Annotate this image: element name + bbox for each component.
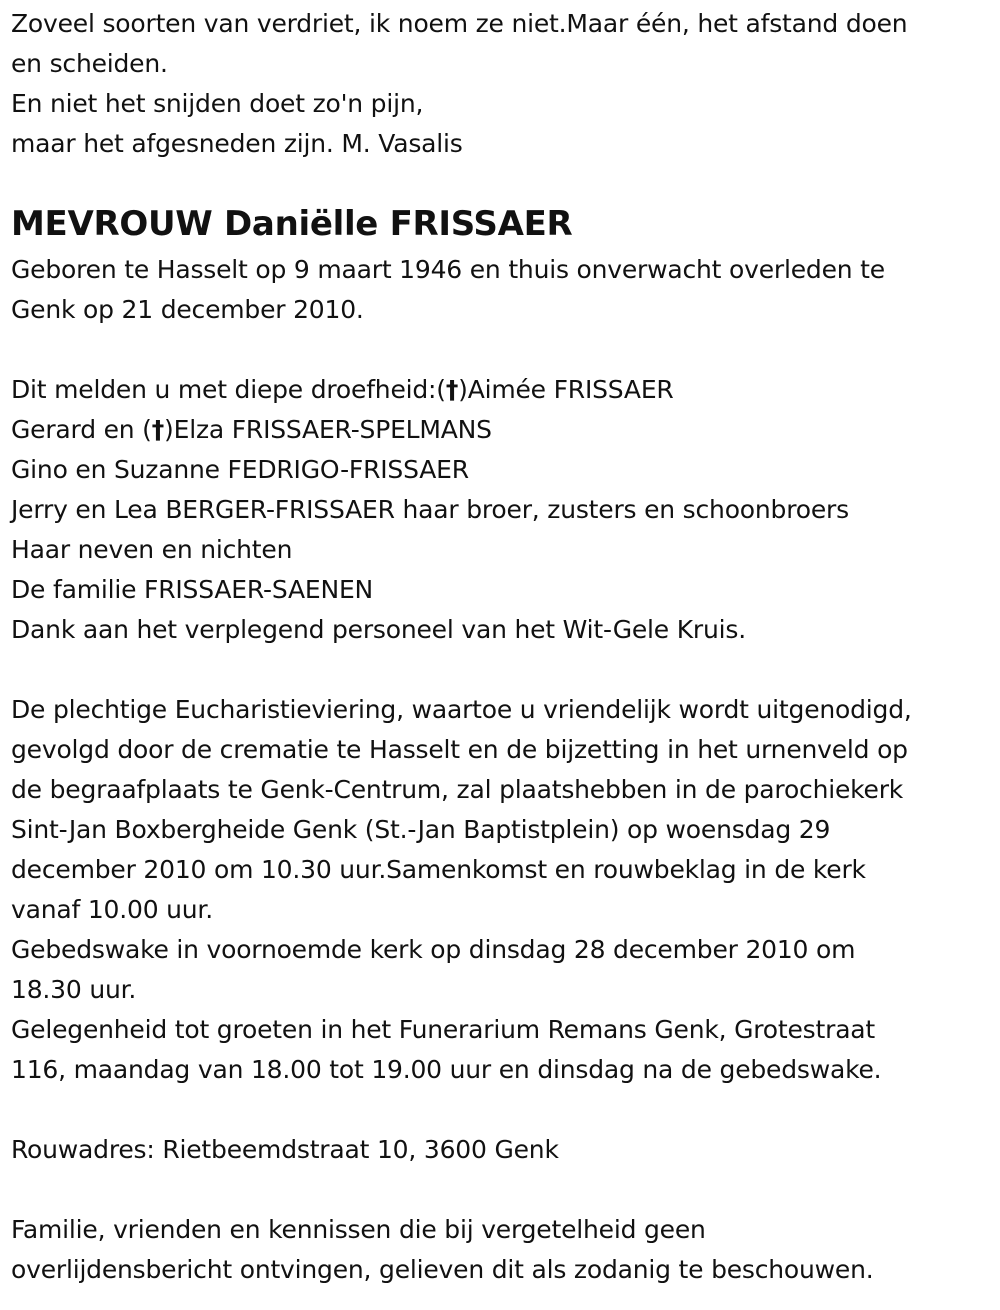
- ceremony-line: 18.30 uur.: [11, 975, 137, 1004]
- announcer-line: [11, 410, 996, 450]
- notice-line: Familie, vrienden en kennissen die bij vergetelheid geen: [11, 1215, 706, 1244]
- announcer-text: Gerard en (: [11, 415, 152, 444]
- announcer-line: Jerry en Lea BERGER-FRISSAER haar broer, zusters en schoonbroers: [11, 495, 849, 524]
- birth-death-line: Genk op 21 december 2010.: [11, 295, 364, 324]
- cross-icon: †: [445, 375, 459, 404]
- obituary-document: [11, 4, 996, 1290]
- announcer-line: [11, 370, 996, 410]
- ceremony-line: gevolgd door de crematie te Hasselt en de bijzetting in het urnenveld op: [11, 735, 908, 764]
- announcer-text: )Elza FRISSAER-SPELMANS: [164, 415, 492, 444]
- announcer-line: Dank aan het verplegend personeel van het Wit-Gele Kruis.: [11, 615, 746, 644]
- cross-icon: †: [151, 415, 165, 444]
- announcer-text: )Aimée FRISSAER: [458, 375, 674, 404]
- ceremony-line: december 2010 om 10.30 uur.Samenkomst en rouwbeklag in de kerk: [11, 855, 866, 884]
- ceremony-line: Gebedswake in voornoemde kerk op dinsdag 28 december 2010 om: [11, 935, 856, 964]
- spacer: [11, 330, 996, 370]
- ceremony-line: De plechtige Eucharistieviering, waartoe u vriendelijk wordt uitgenodigd,: [11, 695, 912, 724]
- birth-death-section: [11, 250, 996, 330]
- announcer-line: Gino en Suzanne FEDRIGO-FRISSAER: [11, 455, 469, 484]
- poem-line: En niet het snijden doet zo'n pijn,: [11, 89, 424, 118]
- announcer-line: De familie FRISSAER-SAENEN: [11, 575, 374, 604]
- announcer-line: Haar neven en nichten: [11, 535, 293, 564]
- poem-line: en scheiden.: [11, 49, 168, 78]
- poem-line: Zoveel soorten van verdriet, ik noem ze niet.Maar één, het afstand doen: [11, 9, 908, 38]
- deceased-name: MEVROUW Daniëlle FRISSAER: [11, 204, 573, 244]
- ceremony-line: Sint-Jan Boxbergheide Genk (St.-Jan Baptistplein) op woensdag 29: [11, 815, 831, 844]
- ceremony-line: de begraafplaats te Genk-Centrum, zal plaatshebben in de parochiekerk: [11, 775, 904, 804]
- ceremony-line: Gelegenheid tot groeten in het Funerarium Remans Genk, Grotestraat: [11, 1015, 876, 1044]
- mourning-address: Rouwadres: Rietbeemdstraat 10, 3600 Genk: [11, 1135, 559, 1164]
- announcers-section: [11, 370, 996, 650]
- poem-section: [11, 4, 996, 164]
- poem-line: maar het afgesneden zijn. M. Vasalis: [11, 129, 463, 158]
- spacer: [11, 1170, 996, 1210]
- ceremony-line: vanaf 10.00 uur.: [11, 895, 213, 924]
- birth-death-line: Geboren te Hasselt op 9 maart 1946 en thuis onverwacht overleden te: [11, 255, 885, 284]
- ceremony-line: 116, maandag van 18.00 tot 19.00 uur en dinsdag na de gebedswake.: [11, 1055, 882, 1084]
- notice-section: [11, 1210, 996, 1290]
- spacer: [11, 1090, 996, 1130]
- announcer-text: Dit melden u met diepe droefheid:(: [11, 375, 446, 404]
- ceremony-section: [11, 690, 996, 1090]
- spacer: [11, 650, 996, 690]
- notice-line: overlijdensbericht ontvingen, gelieven dit als zodanig te beschouwen.: [11, 1255, 874, 1284]
